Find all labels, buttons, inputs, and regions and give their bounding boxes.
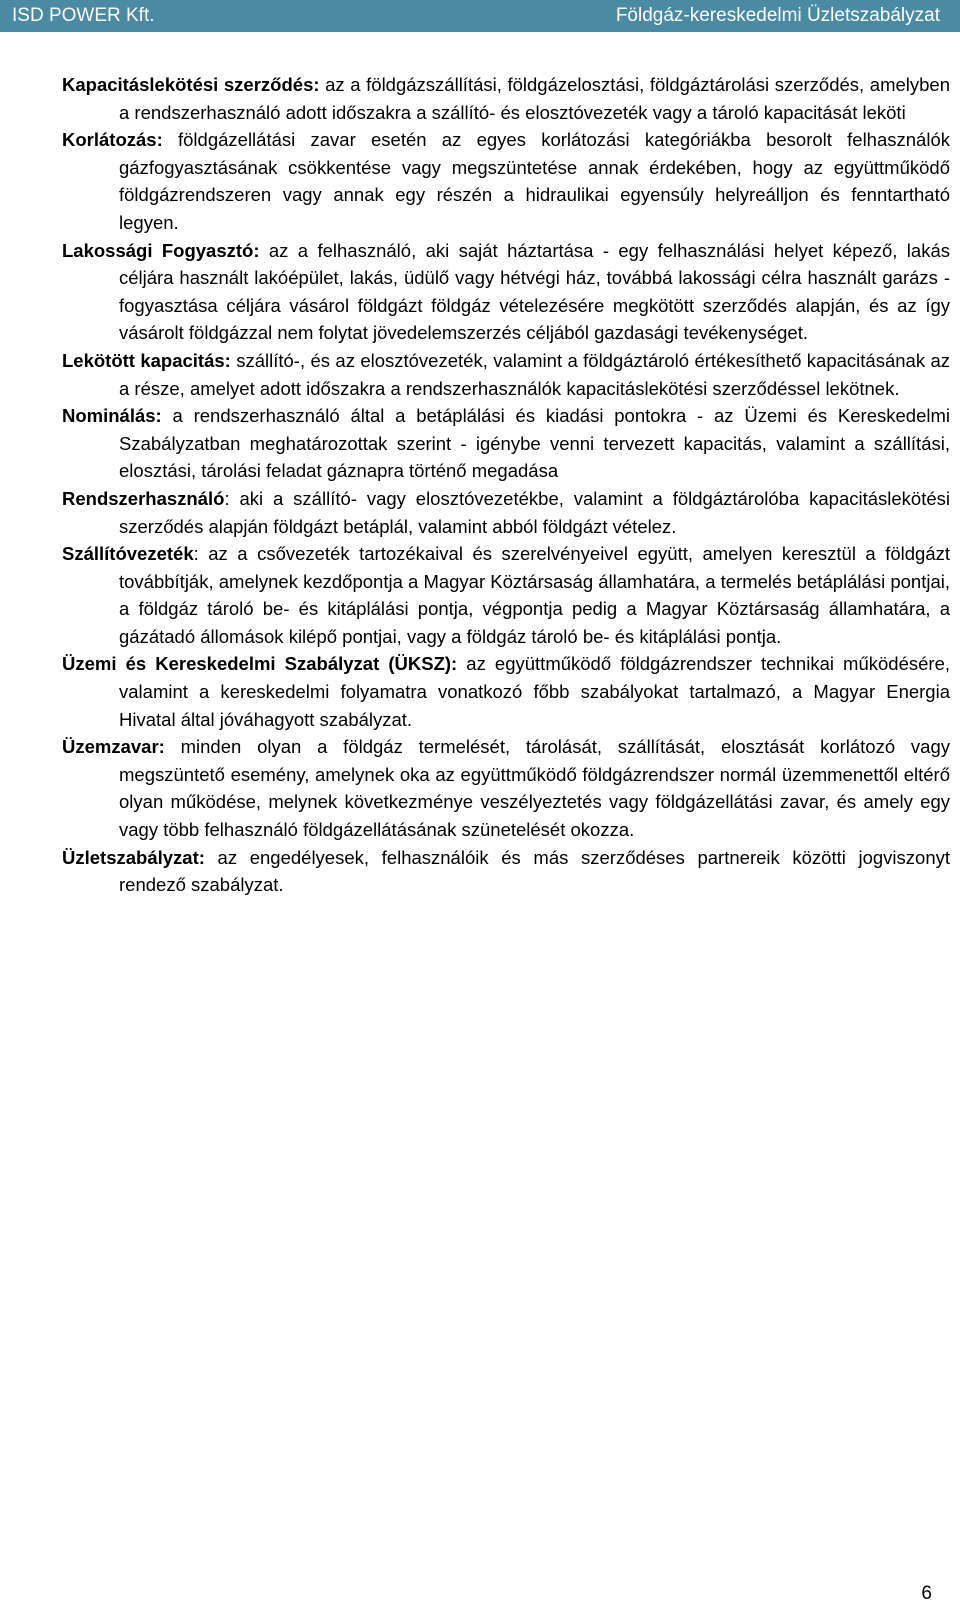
definition-entry: [62, 844, 950, 899]
page-header: [0, 0, 960, 32]
definition-entry: [62, 347, 950, 402]
definition-term: Rendszerhasználó: [62, 487, 225, 509]
definition-term: Üzemzavar:: [62, 736, 165, 758]
definition-entry: [62, 126, 950, 236]
definition-text: szállító-, és az elosztóvezeték, valamint a földgáztároló értékesíthető kapacitásának az a része, amelyet adott időszakra a rendszerhasználók kapacitáslekötési szerződéssel lekötnek.: [119, 349, 950, 399]
definition-text: : az a csővezeték tartozékaival és szerelvényeivel együtt, amelyen keresztül a földgázt továbbítják, amelynek kezdőpontja a Magyar Köztársaság államhatára, a termelés betáplálási pontjai, a földgáz tároló be- és kitáplálási pontja, végpontja pedig a Magyar Köztársaság államhatára, a gázátadó állomások kilépő pontjai, vagy a földgáz tároló be- és kitáplálási pontja.: [119, 543, 950, 647]
definition-text: minden olyan a földgáz termelését, tárolását, szállítását, elosztását korlátozó vagy megszüntető esemény, amelynek oka az együttműködő földgázrendszer normál üzemmenettől eltérő olyan működése, melynek következménye veszélyeztetés vagy földgázellátási zavar, és amely egy vagy több felhasználó földgázellátásának szünetelését okozza.: [119, 736, 950, 841]
definition-entry: [62, 485, 950, 540]
definition-text: az engedélyesek, felhasználóik és más szerződéses partnereik közötti jogviszonyt rendező szabályzat.: [119, 846, 950, 896]
definition-entry: [62, 650, 950, 733]
page-number: 6: [921, 1583, 932, 1604]
definition-term: Szállítóvezeték: [62, 543, 194, 565]
definition-entry: [62, 733, 950, 843]
company-name: ISD POWER Kft.: [12, 5, 155, 26]
definition-text: az a felhasználó, aki saját háztartása - egy felhasználási helyet képező, lakás céljára használt lakóépület, lakás, üdülő vagy hétvégi ház, továbbá lakossági célra használt garázs - fogyasztása céljára vásárol földgázt földgáz vételezésére megkötött szerződés alapján, és az így vásárolt földgázzal nem folytat jövedelemszerzés céljából gazdasági tevékenységet.: [119, 239, 950, 344]
definition-text: a rendszerhasználó által a betáplálási és kiadási pontokra - az Üzemi és Kereskedelmi Szabályzatban meghatározottak szerint - igénybe venni tervezett kapacitás, valamint a szállítási, elosztási, tárolási feladat gáznapra történő megadása: [119, 405, 950, 482]
definition-term: Üzletszabályzat:: [62, 846, 205, 868]
definition-term: Korlátozás:: [62, 129, 163, 151]
definition-term: Lekötött kapacitás:: [62, 349, 231, 371]
definition-entry: [62, 540, 950, 650]
definition-term: Nominálás:: [62, 405, 162, 427]
document-title: Földgáz-kereskedelmi Üzletszabályzat: [615, 5, 940, 26]
definition-term: Kapacitáslekötési szerződés:: [62, 74, 320, 95]
definitions-list: [62, 71, 950, 899]
definition-entry: [62, 402, 950, 485]
definition-text: : aki a szállító- vagy elosztóvezetékbe, valamint a földgáztárolóba kapacitáslekötési szerződés alapján földgázt betáplál, valamint abból földgázt vételez.: [119, 487, 950, 537]
definition-text: az együttműködő földgázrendszer technikai működésére, valamint a kereskedelmi folyamatra vonatkozó főbb szabályokat tartalmazó, a Magyar Energia Hivatal által jóváhagyott szabályzat.: [119, 653, 951, 730]
definition-text: az a földgázszállítási, földgázelosztási, földgáztárolási szerződés, amelyben a rendszerhasználó adott időszakra a szállító- és elosztóvezeték vagy a tároló kapacitását leköti: [119, 74, 950, 123]
definition-entry: [62, 71, 950, 126]
definition-term: Üzemi és Kereskedelmi Szabályzat (ÜKSZ):: [62, 653, 458, 675]
definition-text: földgázellátási zavar esetén az egyes korlátozási kategóriákba besorolt felhasználók gázfogyasztásának csökkentése vagy megszüntetése annak érdekében, hogy az együttműködő földgázrendszeren vagy annak egy részén a hidraulikai egyensúly helyreálljon és fenntartható legyen.: [119, 129, 950, 233]
definition-term: Lakossági Fogyasztó:: [62, 239, 260, 261]
definition-entry: [62, 237, 950, 347]
